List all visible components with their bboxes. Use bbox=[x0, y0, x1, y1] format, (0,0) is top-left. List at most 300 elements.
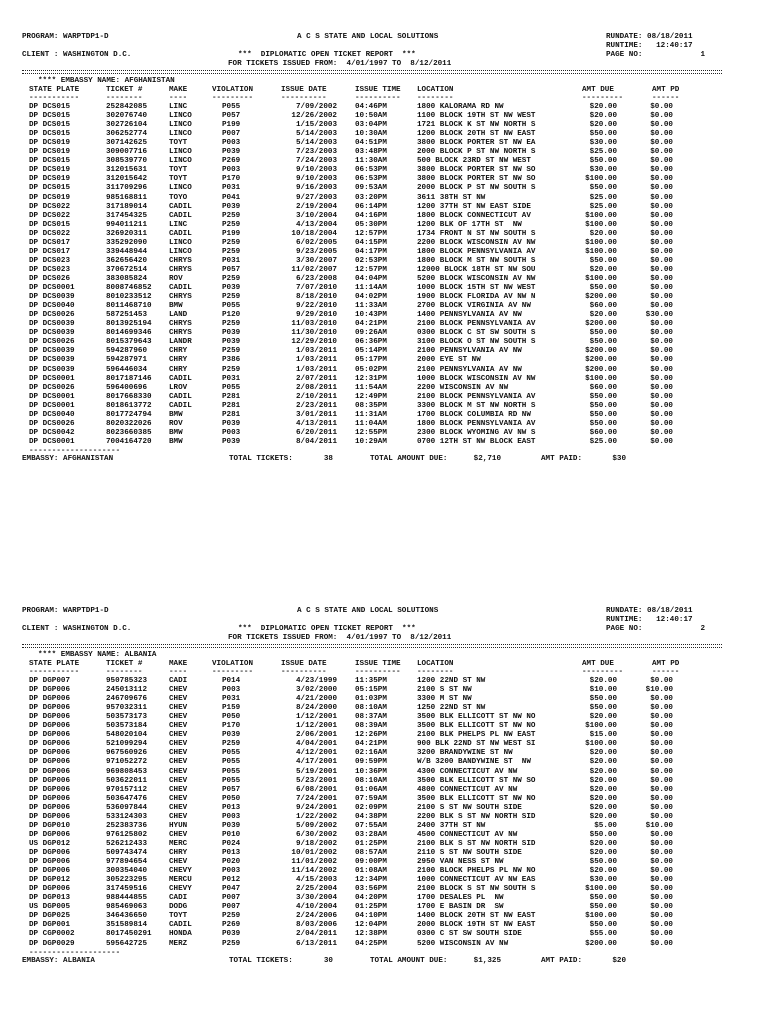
table-cell: 12/29/2010 bbox=[291, 338, 337, 347]
table-cell: CHRY bbox=[169, 356, 188, 365]
table-cell: 10:30AM bbox=[355, 130, 387, 139]
table-cell: 08:10AM bbox=[355, 776, 387, 785]
total-tickets-value: 38 bbox=[323, 454, 333, 463]
table-cell: P055 bbox=[222, 383, 241, 392]
table-cell: 5/09/2002 bbox=[295, 821, 337, 830]
table-cell: 03:48PM bbox=[355, 148, 387, 157]
table-cell: DP DGP006 bbox=[29, 858, 71, 866]
table-cell: 10:43PM bbox=[355, 311, 387, 320]
table-cell: CADIL bbox=[169, 229, 192, 238]
table-cell: 969808453 bbox=[106, 767, 148, 776]
table-cell: CADIL bbox=[169, 374, 192, 383]
table-cell: $50.00 bbox=[589, 695, 617, 704]
table-cell: P003 bbox=[222, 686, 241, 694]
table-cell: CADIL bbox=[169, 202, 192, 211]
table-cell: $100.00 bbox=[585, 275, 617, 283]
table-cell: $0.00 bbox=[650, 731, 673, 740]
column-underline: -------- bbox=[417, 668, 454, 676]
table-cell: $0.00 bbox=[650, 740, 673, 749]
table-cell: $25.00 bbox=[589, 202, 617, 211]
table-cell: 7/23/2003 bbox=[295, 148, 337, 157]
table-cell: DP DCS019 bbox=[29, 193, 71, 202]
table-cell: P259 bbox=[222, 220, 241, 229]
table-cell: 4800 CONNECTICUT AV NW bbox=[417, 785, 518, 794]
table-cell: 988444855 bbox=[106, 894, 148, 903]
table-cell: 2700 BLOCK VIRGINIA AV NW bbox=[417, 302, 531, 311]
table-cell: P259 bbox=[222, 740, 241, 749]
table-cell: P259 bbox=[222, 293, 241, 302]
table-cell: DP DCS0001 bbox=[29, 392, 75, 401]
table-cell: CHEV bbox=[169, 695, 188, 704]
table-cell: 302726104 bbox=[106, 121, 148, 130]
table-cell: 2000 EYE ST NW bbox=[417, 356, 481, 365]
table-cell: 03:04PM bbox=[355, 121, 387, 130]
table-cell: $20.00 bbox=[589, 265, 617, 274]
table-cell: 2/10/2011 bbox=[295, 392, 337, 401]
table-cell: $0.00 bbox=[650, 247, 673, 256]
table-cell: 2100 BLK S ST NW NORTH SID bbox=[417, 839, 536, 848]
table-cell: DP DGP006 bbox=[29, 830, 71, 839]
table-cell: $0.00 bbox=[650, 677, 673, 685]
table-cell: $0.00 bbox=[650, 284, 673, 292]
table-cell: 1800 BLOCK PENNSYLVANIA AV bbox=[417, 419, 536, 428]
table-cell: P003 bbox=[222, 867, 241, 876]
table-cell: 2100 BLOCK PHELPS PL NW NO bbox=[417, 867, 536, 876]
embassy-summary-name: EMBASSY: AFGHANISTAN bbox=[22, 454, 114, 463]
table-cell: P057 bbox=[222, 265, 241, 274]
table-cell: 509743474 bbox=[106, 849, 148, 857]
table-cell: 6/23/2008 bbox=[295, 275, 337, 283]
table-cell: $0.00 bbox=[650, 166, 673, 175]
table-cell: $0.00 bbox=[650, 293, 673, 302]
table-cell: $0.00 bbox=[650, 930, 673, 939]
table-cell: $0.00 bbox=[650, 939, 673, 948]
table-cell: $0.00 bbox=[650, 139, 673, 148]
table-cell: 11/02/2007 bbox=[291, 265, 337, 274]
table-cell: 2100 BLK PHELPS PL NW EAST bbox=[417, 731, 536, 740]
table-cell: 2/04/2011 bbox=[295, 930, 337, 939]
table-cell: 2/08/2011 bbox=[295, 383, 337, 392]
table-cell: 9/10/2003 bbox=[295, 166, 337, 175]
table-cell: 3/01/2011 bbox=[295, 410, 337, 419]
table-cell: 6/20/2011 bbox=[295, 428, 337, 437]
table-cell: $0.00 bbox=[650, 175, 673, 184]
table-cell: 2950 VAN NESS ST NW bbox=[417, 858, 504, 866]
run-time: RUNTIME: 12:40:17 bbox=[606, 42, 693, 50]
table-cell: 12:38PM bbox=[355, 930, 387, 939]
table-cell: $50.00 bbox=[589, 903, 617, 912]
table-cell: 2100 S ST NW SOUTH SIDE bbox=[417, 803, 522, 812]
table-cell: $0.00 bbox=[650, 356, 673, 365]
table-cell: DP DCS023 bbox=[29, 265, 71, 274]
table-cell: 4500 CONNECTICUT AV NW bbox=[417, 830, 518, 839]
table-cell: HONDA bbox=[169, 930, 192, 939]
table-cell: 252842085 bbox=[106, 103, 148, 111]
table-cell: 08:39AM bbox=[355, 722, 387, 731]
table-cell: TOYT bbox=[169, 166, 188, 175]
table-cell: P039 bbox=[222, 148, 241, 157]
table-cell: $0.00 bbox=[650, 885, 673, 894]
column-header: AMT DUE bbox=[582, 86, 614, 94]
table-cell: DP DGP006 bbox=[29, 803, 71, 812]
table-cell: DP DGP006 bbox=[29, 704, 71, 713]
table-cell: P003 bbox=[222, 166, 241, 175]
table-cell: 312015642 bbox=[106, 175, 148, 184]
table-cell: DP DCS015 bbox=[29, 121, 71, 130]
table-cell: DP DCS0040 bbox=[29, 410, 75, 419]
table-cell: $50.00 bbox=[589, 157, 617, 166]
table-cell: $0.00 bbox=[650, 767, 673, 776]
table-cell: DP DCS019 bbox=[29, 148, 71, 157]
table-cell: ROV bbox=[169, 275, 183, 283]
table-cell: 9/29/2010 bbox=[295, 311, 337, 320]
table-cell: DP DGP006 bbox=[29, 731, 71, 740]
table-cell: P259 bbox=[222, 320, 241, 329]
table-cell: 596400696 bbox=[106, 383, 148, 392]
table-cell: MERZ bbox=[169, 939, 188, 948]
table-cell: $0.00 bbox=[650, 876, 673, 885]
table-cell: P003 bbox=[222, 428, 241, 437]
table-cell: 3800 BLOCK PORTER ST NW SO bbox=[417, 175, 536, 184]
table-cell: 11/14/2002 bbox=[291, 867, 337, 876]
table-cell: 10/01/2002 bbox=[291, 849, 337, 857]
table-cell: 1000 BLOCK WISCONSIN AV NW bbox=[417, 374, 536, 383]
table-cell: 3800 BLOCK PORTER ST NW SO bbox=[417, 166, 536, 175]
table-cell: $100.00 bbox=[585, 722, 617, 731]
table-cell: $0.00 bbox=[650, 776, 673, 785]
table-cell: LINCO bbox=[169, 121, 192, 130]
table-cell: 3611 38TH ST NW bbox=[417, 193, 486, 202]
table-cell: 8017668330 bbox=[106, 392, 152, 401]
table-cell: $0.00 bbox=[650, 803, 673, 812]
table-cell: DP DCS0026 bbox=[29, 419, 75, 428]
table-cell: $30.00 bbox=[645, 311, 673, 320]
table-cell: 06:36PM bbox=[355, 338, 387, 347]
table-cell: 503573184 bbox=[106, 722, 148, 731]
table-cell: 311709296 bbox=[106, 184, 148, 193]
table-cell: $20.00 bbox=[589, 121, 617, 130]
table-cell: CHEV bbox=[169, 794, 188, 803]
table-cell: $50.00 bbox=[589, 284, 617, 292]
table-cell: 12:57PM bbox=[355, 265, 387, 274]
column-underline: ---- bbox=[169, 94, 188, 102]
table-cell: 5/19/2001 bbox=[295, 767, 337, 776]
table-cell: DP DCS017 bbox=[29, 247, 71, 256]
table-cell: $20.00 bbox=[589, 849, 617, 857]
column-underline: ---------- bbox=[281, 94, 327, 102]
column-underline: --------- bbox=[212, 94, 254, 102]
table-cell: 11/01/2002 bbox=[291, 858, 337, 866]
table-cell: P055 bbox=[222, 767, 241, 776]
table-cell: $10.00 bbox=[645, 821, 673, 830]
table-cell: $20.00 bbox=[589, 311, 617, 320]
column-header: VIOLATION bbox=[212, 86, 254, 94]
table-cell: 04:38PM bbox=[355, 812, 387, 821]
table-cell: $50.00 bbox=[589, 858, 617, 866]
table-cell: CHRYS bbox=[169, 320, 192, 329]
table-cell: 04:10PM bbox=[355, 912, 387, 921]
table-cell: 10:36PM bbox=[355, 767, 387, 776]
table-cell: 594287971 bbox=[106, 356, 148, 365]
table-cell: 04:46PM bbox=[355, 103, 387, 111]
table-cell: 970157112 bbox=[106, 785, 148, 794]
table-cell: CHEV bbox=[169, 803, 188, 812]
double-rule bbox=[22, 70, 722, 74]
table-cell: DP DCS0039 bbox=[29, 329, 75, 338]
table-cell: 04:02PM bbox=[355, 293, 387, 302]
table-cell: 1734 FRONT N ST NW SOUTH S bbox=[417, 229, 536, 238]
table-cell: 370672514 bbox=[106, 265, 148, 274]
table-cell: 3500 BLK ELLICOTT ST NW NO bbox=[417, 713, 536, 722]
table-cell: DP DGP006 bbox=[29, 722, 71, 731]
table-cell: $0.00 bbox=[650, 383, 673, 392]
table-cell: $0.00 bbox=[650, 238, 673, 247]
table-cell: 12/26/2002 bbox=[291, 112, 337, 120]
table-cell: 9/18/2002 bbox=[295, 839, 337, 848]
table-cell: 7004164720 bbox=[106, 437, 152, 446]
table-cell: LINC bbox=[169, 103, 188, 111]
table-cell: 4/04/2001 bbox=[295, 740, 337, 749]
table-cell: $0.00 bbox=[650, 903, 673, 912]
table-cell: DP DGP012 bbox=[29, 876, 71, 885]
table-cell: P039 bbox=[222, 821, 241, 830]
table-cell: CHEVY bbox=[169, 867, 192, 876]
table-cell: $30.00 bbox=[589, 166, 617, 175]
table-cell: $200.00 bbox=[585, 939, 617, 948]
table-cell: P039 bbox=[222, 202, 241, 211]
table-cell: P281 bbox=[222, 392, 241, 401]
table-cell: 1900 BLOCK FLORIDA AV NW N bbox=[417, 293, 536, 302]
table-cell: 7/07/2010 bbox=[295, 284, 337, 292]
table-cell: $0.00 bbox=[650, 749, 673, 758]
table-cell: 05:14PM bbox=[355, 347, 387, 356]
table-cell: DP DCS015 bbox=[29, 220, 71, 229]
table-cell: 300354040 bbox=[106, 867, 148, 876]
table-cell: CHEV bbox=[169, 731, 188, 740]
table-cell: DP DCS019 bbox=[29, 166, 71, 175]
table-cell: 0700 12TH ST NW BLOCK EAST bbox=[417, 437, 536, 446]
table-cell: DP DCS019 bbox=[29, 175, 71, 184]
table-cell: 1/12/2001 bbox=[295, 713, 337, 722]
table-cell: $0.00 bbox=[650, 921, 673, 930]
table-cell: P055 bbox=[222, 749, 241, 758]
table-cell: DP DGP006 bbox=[29, 867, 71, 876]
table-cell: 4300 CONNECTICUT AV NW bbox=[417, 767, 518, 776]
table-cell: BMW bbox=[169, 437, 183, 446]
table-cell: 04:15PM bbox=[355, 238, 387, 247]
table-cell: $20.00 bbox=[589, 839, 617, 848]
table-cell: 8014699346 bbox=[106, 329, 152, 338]
table-cell: 01:08AM bbox=[355, 867, 387, 876]
table-cell: P003 bbox=[222, 139, 241, 148]
table-cell: 2110 S ST NW SOUTH SIDE bbox=[417, 849, 522, 857]
table-cell: 3300 BLOCK M ST NW NORTH S bbox=[417, 401, 536, 410]
client-name: CLIENT : WASHINGTON D.C. bbox=[22, 51, 132, 59]
table-cell: P259 bbox=[222, 247, 241, 256]
table-cell: $25.00 bbox=[589, 148, 617, 157]
table-cell: CHRYS bbox=[169, 329, 192, 338]
table-cell: 8/24/2000 bbox=[295, 704, 337, 713]
table-cell: LINCO bbox=[169, 157, 192, 166]
table-cell: 04:51PM bbox=[355, 139, 387, 148]
table-cell: P047 bbox=[222, 885, 241, 894]
table-cell: 2/24/2006 bbox=[295, 912, 337, 921]
table-cell: 521099294 bbox=[106, 740, 148, 749]
column-underline: ----------- bbox=[29, 668, 80, 676]
table-cell: P003 bbox=[222, 812, 241, 821]
table-cell: 12:55PM bbox=[355, 428, 387, 437]
table-cell: $20.00 bbox=[589, 785, 617, 794]
table-cell: CADI bbox=[169, 894, 188, 903]
run-time: RUNTIME: 12:40:17 bbox=[606, 616, 693, 624]
table-cell: 11:04AM bbox=[355, 419, 387, 428]
table-cell: DP DGP006 bbox=[29, 885, 71, 894]
table-cell: P020 bbox=[222, 858, 241, 866]
table-cell: 1800 KALORAMA RD NW bbox=[417, 103, 504, 111]
column-underline: ---------- bbox=[355, 94, 401, 102]
table-cell: P199 bbox=[222, 121, 241, 130]
table-cell: 2200 BLOCK WISCONSIN AV NW bbox=[417, 238, 536, 247]
table-cell: 11:35PM bbox=[355, 677, 387, 685]
table-cell: $0.00 bbox=[650, 912, 673, 921]
table-cell: $100.00 bbox=[585, 912, 617, 921]
program-name: PROGRAM: WARPTDP1-D bbox=[22, 33, 109, 41]
table-cell: DP DGP006 bbox=[29, 695, 71, 704]
table-cell: 12:31PM bbox=[355, 374, 387, 383]
table-cell: 1200 22ND ST NW bbox=[417, 677, 486, 685]
run-date: RUNDATE: 08/18/2011 bbox=[606, 607, 693, 615]
table-cell: 2100 PENNSYLVANIA AV NW bbox=[417, 347, 522, 356]
table-cell: P039 bbox=[222, 731, 241, 740]
table-cell: 2200 BLK S ST NW NORTH SID bbox=[417, 812, 536, 821]
table-cell: 346436650 bbox=[106, 912, 148, 921]
table-cell: 1800 BLOCK PENNSYLVANIA AV bbox=[417, 247, 536, 256]
table-cell: 3/30/2007 bbox=[295, 256, 337, 265]
table-cell: 06:14PM bbox=[355, 202, 387, 211]
table-cell: $0.00 bbox=[650, 419, 673, 428]
table-cell: 2/23/2011 bbox=[295, 401, 337, 410]
table-cell: P031 bbox=[222, 695, 241, 704]
table-cell: 11:14AM bbox=[355, 284, 387, 292]
column-underline: ------ bbox=[652, 94, 680, 102]
table-cell: P055 bbox=[222, 103, 241, 111]
table-cell: $0.00 bbox=[650, 365, 673, 374]
table-cell: $100.00 bbox=[585, 175, 617, 184]
table-cell: US DGP012 bbox=[29, 839, 71, 848]
table-cell: 4/23/1999 bbox=[295, 677, 337, 685]
column-header: MAKE bbox=[169, 660, 188, 668]
table-cell: 587251453 bbox=[106, 311, 148, 320]
table-cell: 6/08/2001 bbox=[295, 785, 337, 794]
issued-range: FOR TICKETS ISSUED FROM: 4/01/1997 TO 8/12/2011 bbox=[228, 60, 452, 68]
table-cell: $20.00 bbox=[589, 713, 617, 722]
table-cell: CHRY bbox=[169, 849, 188, 857]
table-cell: 308539770 bbox=[106, 157, 148, 166]
table-cell: P055 bbox=[222, 758, 241, 767]
table-cell: P031 bbox=[222, 374, 241, 383]
page-number: 2 bbox=[700, 625, 705, 633]
table-cell: 1200 37TH ST NW EAST SIDE bbox=[417, 202, 531, 211]
table-cell: US DGP005 bbox=[29, 903, 71, 912]
table-cell: $20.00 bbox=[589, 803, 617, 812]
table-cell: P259 bbox=[222, 912, 241, 921]
table-cell: 2/25/2004 bbox=[295, 885, 337, 894]
table-cell: 11:30AM bbox=[355, 157, 387, 166]
table-cell: DP DCS0001 bbox=[29, 374, 75, 383]
table-cell: P039 bbox=[222, 930, 241, 939]
table-cell: P050 bbox=[222, 713, 241, 722]
table-cell: $0.00 bbox=[650, 320, 673, 329]
table-cell: 317189014 bbox=[106, 202, 148, 211]
table-cell: 976125802 bbox=[106, 830, 148, 839]
table-cell: P007 bbox=[222, 130, 241, 139]
table-cell: P159 bbox=[222, 704, 241, 713]
table-cell: 0300 BLOCK C ST SW SOUTH S bbox=[417, 329, 536, 338]
table-cell: LANDR bbox=[169, 338, 192, 347]
table-cell: 6/13/2011 bbox=[295, 939, 337, 948]
table-cell: 05:17PM bbox=[355, 356, 387, 365]
table-cell: 12:04PM bbox=[355, 921, 387, 930]
table-cell: P024 bbox=[222, 839, 241, 848]
table-cell: P039 bbox=[222, 419, 241, 428]
table-cell: 10/18/2004 bbox=[291, 229, 337, 238]
page-number: 1 bbox=[700, 51, 705, 59]
table-cell: 2/06/2001 bbox=[295, 731, 337, 740]
table-cell: CHRYS bbox=[169, 265, 192, 274]
table-cell: P170 bbox=[222, 175, 241, 184]
table-cell: P014 bbox=[222, 677, 241, 685]
column-underline: ----------- bbox=[29, 94, 80, 102]
table-cell: $0.00 bbox=[650, 849, 673, 857]
table-cell: HYUN bbox=[169, 821, 188, 830]
table-cell: $0.00 bbox=[650, 428, 673, 437]
table-cell: $20.00 bbox=[589, 812, 617, 821]
table-cell: 2300 BLOCK WYOMING AV NW S bbox=[417, 428, 536, 437]
table-cell: $20.00 bbox=[589, 103, 617, 111]
table-cell: $50.00 bbox=[589, 410, 617, 419]
table-cell: $0.00 bbox=[650, 839, 673, 848]
table-cell: P259 bbox=[222, 939, 241, 948]
table-cell: DP DGP006 bbox=[29, 785, 71, 794]
table-cell: DP DCS022 bbox=[29, 202, 71, 211]
table-cell: W/B 3200 BANDYWINE ST NW bbox=[417, 758, 531, 767]
total-amount-value: $2,710 bbox=[473, 454, 501, 463]
column-header: TICKET # bbox=[106, 86, 143, 94]
table-cell: LINCO bbox=[169, 247, 192, 256]
table-cell: $100.00 bbox=[585, 238, 617, 247]
table-cell: 10:29AM bbox=[355, 437, 387, 446]
table-cell: $0.00 bbox=[650, 812, 673, 821]
table-cell: DP DGP006 bbox=[29, 776, 71, 785]
table-cell: CADIL bbox=[169, 284, 192, 292]
table-cell: 06:53PM bbox=[355, 175, 387, 184]
table-cell: 9/16/2003 bbox=[295, 184, 337, 193]
table-cell: 900 BLK 22ND ST NW WEST SI bbox=[417, 740, 536, 749]
table-cell: $50.00 bbox=[589, 392, 617, 401]
table-cell: 11/30/2010 bbox=[291, 329, 337, 338]
table-cell: TOYO bbox=[169, 193, 188, 202]
table-cell: P259 bbox=[222, 238, 241, 247]
table-cell: 10:50AM bbox=[355, 112, 387, 120]
total-amount-label: TOTAL AMOUNT DUE: bbox=[370, 956, 448, 965]
table-cell: DP DGP006 bbox=[29, 713, 71, 722]
table-cell: 1800 BLOCK CONNECTICUT AV bbox=[417, 211, 531, 220]
table-cell: 05:30PM bbox=[355, 220, 387, 229]
table-cell: DP DCS0042 bbox=[29, 428, 75, 437]
table-cell: 3500 BLK ELLICOTT ST NW SO bbox=[417, 776, 536, 785]
table-cell: P259 bbox=[222, 347, 241, 356]
table-cell: ROV bbox=[169, 419, 183, 428]
